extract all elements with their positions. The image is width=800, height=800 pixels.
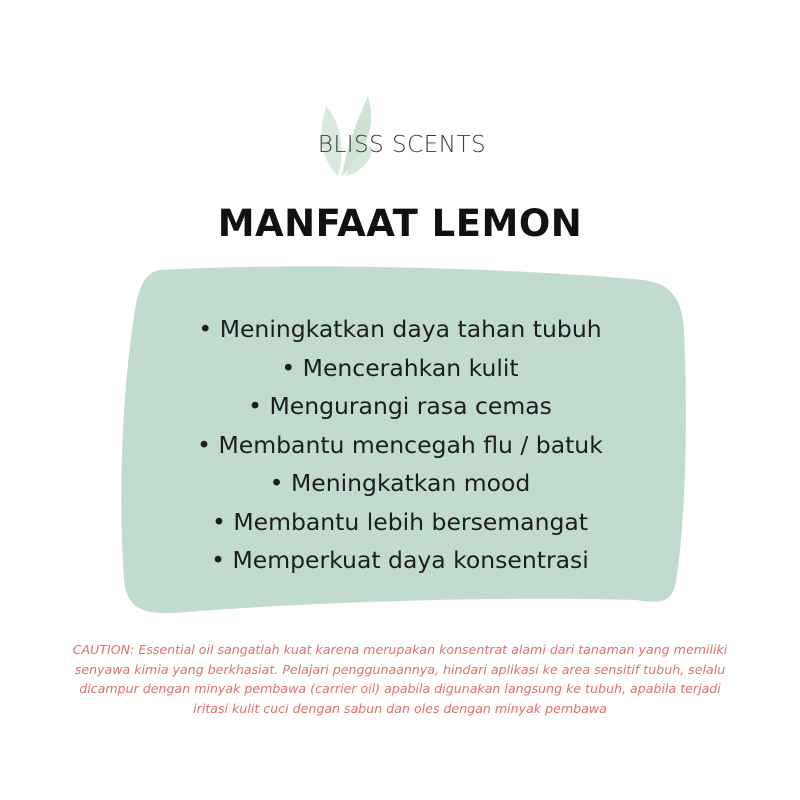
benefit-item: • Meningkatkan daya tahan tubuh <box>198 315 602 343</box>
benefit-item: • Membantu mencegah flu / batuk <box>197 430 603 459</box>
benefits-list <box>110 310 690 580</box>
benefit-item: • Memperkuat daya konsentrasi <box>211 546 589 574</box>
benefit-item: • Mengurangi rasa cemas <box>248 392 552 420</box>
benefit-item: • Meningkatkan mood <box>269 469 531 497</box>
benefit-item: • Mencerahkan kulit <box>281 353 519 382</box>
brand-name: BLISS SCENTS <box>317 132 487 158</box>
benefit-item: • Membantu lebih bersemangat <box>212 507 588 536</box>
brand-logo <box>302 88 502 180</box>
caution-note: CAUTION: Essential oil sangatlah kuat karena merupakan konsentrat alami dari tanaman yang memiliki senyawa kimia yang berkhasiat. Pelajari penggunaannya, hindari aplikasi ke area sensitif tubuh, selalu dicampur dengan minyak pembawa (carrier oil) apabila digunakan langsung ke tubuh, apabila terjadi iritasi kulit cuci dengan sabun dan oles dengan minyak pembawa <box>72 642 728 716</box>
page-title: MANFAAT LEMON <box>217 202 583 245</box>
